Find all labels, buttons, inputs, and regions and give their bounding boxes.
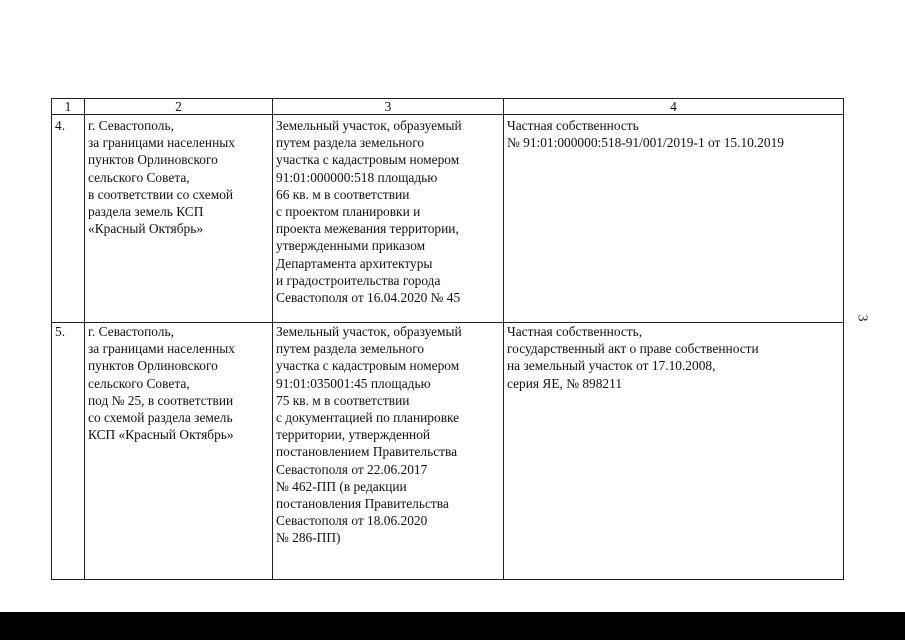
- row-number: 4.: [52, 115, 85, 323]
- land-plots-table: [51, 98, 844, 580]
- row-number: 5.: [52, 323, 85, 580]
- table-header-row: [52, 99, 844, 115]
- column-number-4: 4: [504, 99, 844, 115]
- location-cell: г. Севастополь, за границами населенных пунктов Орлиновского сельского Совета, под № 25, в соответствии со схемой раздела земель КСП «Красный Октябрь»: [85, 323, 273, 580]
- scan-bottom-border: [0, 612, 905, 640]
- table-row: [52, 115, 844, 323]
- location-cell: г. Севастополь, за границами населенных пунктов Орлиновского сельского Совета, в соответствии со схемой раздела земель КСП «Красный Октябрь»: [85, 115, 273, 323]
- ownership-cell: Частная собственность № 91:01:000000:518-91/001/2019-1 от 15.10.2019: [504, 115, 844, 323]
- description-cell: Земельный участок, образуемый путем раздела земельного участка с кадастровым номером 91:01:000000:518 площадью 66 кв. м в соответствии с проектом планировки и проекта межевания территории, утвержденными приказом Департамента архитектуры и градостроительства города Севастополя от 16.04.2020 № 45: [273, 115, 504, 323]
- column-number-1: 1: [52, 99, 85, 115]
- page-number: 3: [854, 314, 870, 322]
- column-number-3: 3: [273, 99, 504, 115]
- ownership-cell: Частная собственность, государственный акт о праве собственности на земельный участок от 17.10.2008, серия ЯЕ, № 898211: [504, 323, 844, 580]
- table-row: [52, 323, 844, 580]
- description-cell: Земельный участок, образуемый путем раздела земельного участка с кадастровым номером 91:01:035001:45 площадью 75 кв. м в соответствии с документацией по планировке территории, утвержденной постановлением Правительства Севастополя от 22.06.2017 № 462-ПП (в редакции постановления Правительства Севастополя от 18.06.2020 № 286-ПП): [273, 323, 504, 580]
- column-number-2: 2: [85, 99, 273, 115]
